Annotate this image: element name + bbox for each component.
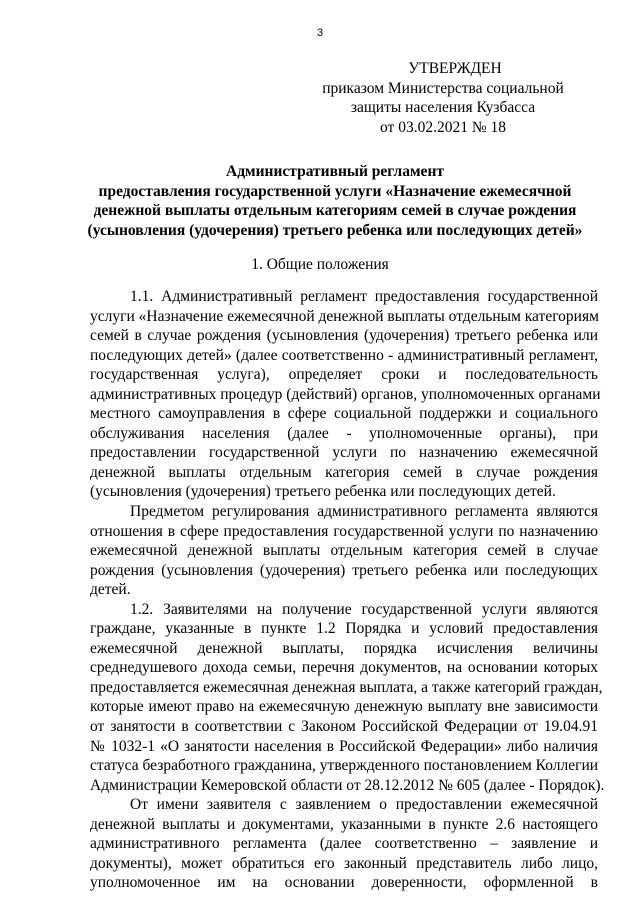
paragraph-line: семей в случае рождения (усыновления (удочерения) третьего ребенка или — [90, 327, 598, 345]
paragraph-line: услуги «Назначение ежемесячной денежной выплаты отдельным категориям — [90, 307, 599, 325]
paragraph-line: среднедушевого дохода семьи, перечня документов, на основании которых — [90, 659, 598, 677]
title-line: денежной выплаты отдельным категориям семей в случае рождения — [93, 202, 577, 220]
section-heading: 1. Общие положения — [251, 256, 389, 273]
paragraph-line: ежемесячной денежной выплаты, порядка исчисления величины — [90, 639, 598, 657]
paragraph-line: от занятости в соответствии с Законом Российской Федерации от 19.04.91 — [90, 718, 598, 736]
paragraph-line: Администрации Кемеровской области от 28.12.2012 № 605 (далее - Порядок). — [90, 776, 605, 794]
title-line: предоставления государственной услуги «Назначение ежемесячной — [98, 182, 572, 200]
paragraph-line: государственная услуга), определяет сроки и последовательность — [90, 366, 598, 384]
paragraph-line: которые имеют право на ежемесячную денежную выплату вне зависимости — [90, 698, 598, 716]
paragraph-line: ежемесячной денежной выплаты отдельным категория семей в случае — [90, 542, 598, 560]
page-number: 3 — [316, 27, 324, 39]
paragraph-line: детей. — [90, 581, 131, 599]
paragraph-line: 1.1. Административный регламент предоставления государственной — [130, 288, 598, 305]
paragraph-line: отношения в сфере предоставления государственной услуги по назначению — [90, 522, 598, 540]
paragraph-line: последующих детей» (далее соответственно - административный регламент, — [90, 346, 598, 364]
paragraph-line: предоставлении государственной услуги по назначению ежемесячной — [90, 444, 598, 462]
paragraph-line: административных процедур (действий) органов, уполномоченных органами — [90, 385, 601, 403]
paragraph-line: (усыновления (удочерения) третьего ребенка или последующих детей. — [90, 483, 556, 501]
paragraph-line: 1.2. Заявителями на получение государственной услуги являются — [130, 600, 598, 618]
paragraph-line: № 1032-1 «О занятости населения в Российской Федерации» либо наличия — [90, 737, 598, 755]
paragraph-line: административного регламента (далее соответственно – заявление и — [90, 835, 598, 853]
approval-line: приказом Министерства социальной — [322, 79, 564, 97]
approval-date: от 03.02.2021 № 18 — [380, 118, 506, 136]
title-line: Административный регламент — [226, 163, 444, 180]
paragraph-line: статуса безработного гражданина, утвержденного постановлением Коллегии — [90, 757, 599, 775]
paragraph-line: граждане, указанные в пункте 1.2 Порядка и условий предоставления — [90, 620, 598, 638]
paragraph-line: денежной выплаты и документами, указанными в пункте 2.6 настоящего — [90, 815, 598, 833]
paragraph-line: Предметом регулирования административного регламента являются — [130, 503, 598, 521]
body-text — [90, 287, 605, 893]
paragraph-line: денежной выплаты отдельным категория семей в случае рождения — [90, 463, 598, 481]
approval-stamp — [318, 59, 568, 137]
paragraph-line: местного самоуправления в сфере социальной поддержки и социального — [90, 405, 598, 423]
document-title — [70, 162, 600, 241]
paragraph-line: уполномоченное им на основании доверенности, оформленной в — [90, 874, 598, 892]
approval-line: защиты населения Кузбасса — [350, 99, 536, 116]
paragraph-line: обслуживания населения (далее - уполномоченные органы), при — [90, 424, 598, 442]
paragraph-line: предоставляется ежемесячная денежная выплата, а также категорий граждан, — [90, 678, 603, 696]
paragraph-line: От имени заявителя с заявлением о предоставлении ежемесячной — [130, 796, 598, 814]
paragraph-line: рождения (усыновления (удочерения) третьего ребенка или последующих — [90, 561, 598, 579]
approval-heading: УТВЕРЖДЕН — [408, 60, 502, 77]
title-line: (усыновления (удочерения) третьего ребенка или последующих детей» — [87, 222, 583, 240]
paragraph-line: документы), может обратиться его законный представитель либо лицо, — [90, 854, 598, 872]
